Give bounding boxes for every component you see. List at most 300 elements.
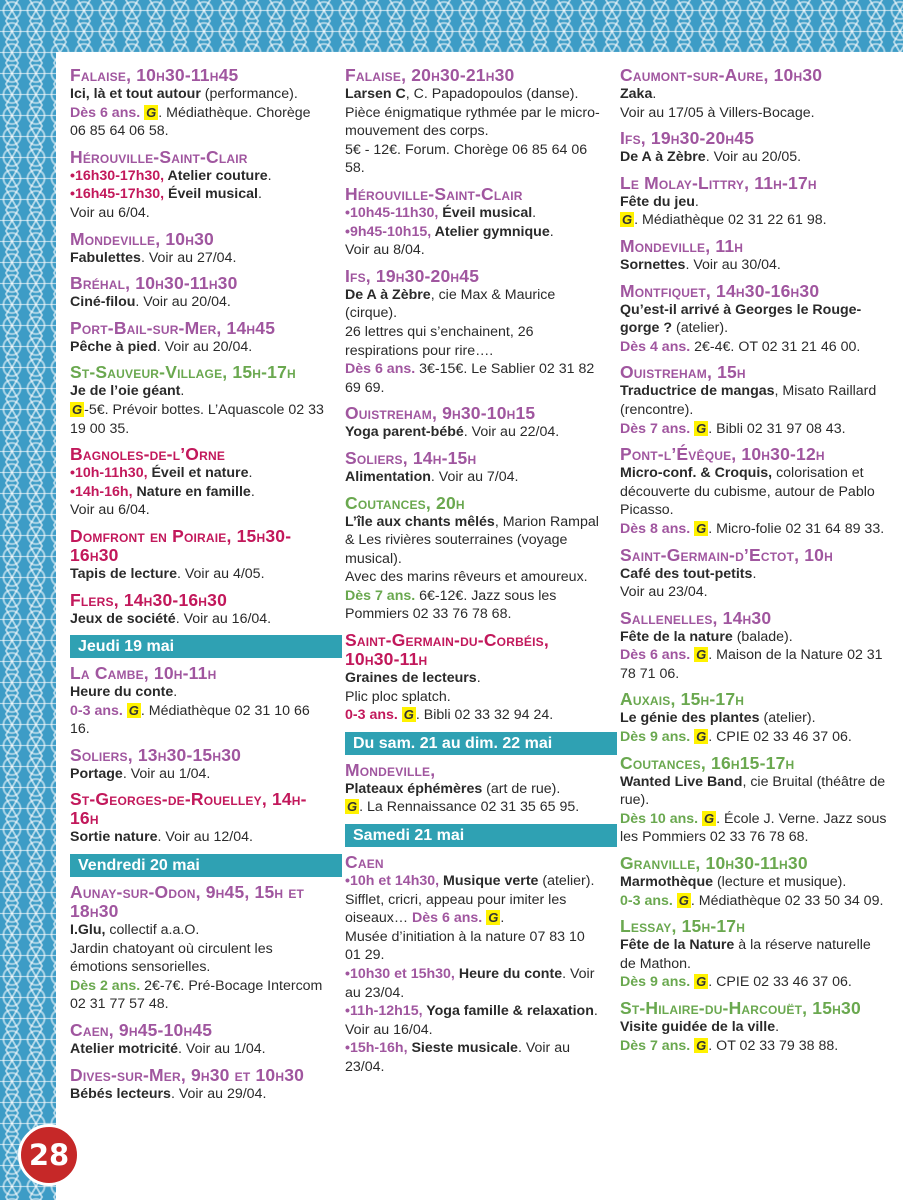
event-line xyxy=(620,773,888,810)
event-town: Mondeville, 10h30 xyxy=(70,228,214,249)
event-line xyxy=(345,204,603,223)
time-slot: •10h et 14h30, xyxy=(345,873,440,890)
event-line xyxy=(620,583,888,602)
event-detail: . Voir au 20/05. xyxy=(705,149,802,166)
event-detail: . xyxy=(173,684,178,701)
event-line xyxy=(70,610,328,629)
event-line xyxy=(620,256,888,275)
event-line xyxy=(620,211,888,230)
event-entry xyxy=(70,527,328,584)
event-detail: . Bibli 02 31 97 08 43. xyxy=(708,420,846,437)
event-title: Ciné-filou xyxy=(70,294,136,311)
event-detail: . Voir au 23/04. xyxy=(345,966,595,1001)
event-line xyxy=(345,706,603,725)
time-slot: •16h30-17h30, xyxy=(70,167,165,184)
event-entry xyxy=(620,445,888,538)
event-line xyxy=(620,301,888,338)
event-title: Ici, là et tout autour xyxy=(70,86,201,102)
event-title: Éveil et nature xyxy=(147,465,249,482)
event-town: Hérouville-Saint-Clair xyxy=(345,183,523,204)
event-town: Bréhal, 10h30-11h30 xyxy=(70,273,238,294)
event-detail: . Médiathèque 02 31 10 66 16. xyxy=(70,702,310,738)
event-entry xyxy=(620,754,888,847)
event-detail: , cie Max & Maurice (cirque). xyxy=(345,286,556,322)
event-title: Nature en famille xyxy=(132,483,251,500)
event-detail: , Marion Rampal & Les rivières souterraines (voyage musical). xyxy=(345,513,599,567)
event-line xyxy=(620,892,888,911)
event-title: Tapis de lecture xyxy=(70,565,177,582)
event-detail: collectif a.a.O. xyxy=(105,922,200,939)
event-town: Pont-l’Évêque, 10h30-12h xyxy=(620,444,825,465)
event-title: Heure du conte xyxy=(70,684,174,701)
event-detail: 2€-4€. OT 02 31 21 46 00. xyxy=(690,338,861,355)
event-entry xyxy=(70,66,328,141)
event-town: Port-Bail-sur-Mer, 14h45 xyxy=(70,317,276,338)
event-line xyxy=(70,501,328,520)
free-badge: G xyxy=(704,810,715,826)
time-slot: •14h-16h, xyxy=(70,483,133,500)
event-town: Ifs, 19h30-20h45 xyxy=(345,265,480,286)
event-detail: (atelier). xyxy=(759,710,816,727)
event-line xyxy=(345,688,603,707)
event-entry xyxy=(70,445,328,520)
event-detail: . OT 02 33 79 38 88. xyxy=(708,1037,839,1054)
event-title: Le génie des plantes xyxy=(620,710,760,727)
free-badge: G xyxy=(146,104,157,120)
event-detail: (balade). xyxy=(732,628,793,645)
event-entry xyxy=(620,282,888,357)
time-slot: •15h-16h, xyxy=(345,1040,408,1057)
event-town: Soliers, 14h-15h xyxy=(345,447,477,468)
event-detail: . xyxy=(652,86,657,102)
time-slot: •16h45-17h30, xyxy=(70,186,165,203)
event-detail: Jardin chatoyant où circulent les émotions sensorielles. xyxy=(70,940,273,976)
event-detail: . xyxy=(250,483,255,500)
event-town: St-Georges-de-Rouelley, 14h-16h xyxy=(70,789,307,829)
event-detail: . Voir au 16/04. xyxy=(175,610,272,627)
event-title: Atelier motricité xyxy=(70,1041,179,1058)
age-label: Dès 9 ans. xyxy=(620,729,691,746)
event-line xyxy=(70,702,328,739)
event-detail: . Voir au 29/04. xyxy=(170,1085,267,1102)
event-town: Bagnoles-de-l’Orne xyxy=(70,444,226,465)
age-label: 0-3 ans. xyxy=(345,707,398,724)
event-detail: . Voir au 1/04. xyxy=(178,1041,266,1058)
time-slot: •11h-12h15, xyxy=(345,1003,423,1020)
event-line xyxy=(70,204,328,223)
event-detail: . xyxy=(248,465,253,482)
event-entry xyxy=(70,1021,328,1059)
event-town: Saint-Germain-d’Ectot, 10h xyxy=(620,544,833,565)
free-badge: G xyxy=(128,702,139,718)
event-entry xyxy=(620,174,888,230)
event-detail: (performance). xyxy=(200,86,298,102)
event-entry xyxy=(70,664,328,739)
time-slot: •10h45-11h30, xyxy=(345,204,439,221)
event-entry xyxy=(620,999,888,1055)
event-line xyxy=(70,1040,328,1059)
event-town: Ouistreham, 15h xyxy=(620,362,746,383)
event-title: Portage xyxy=(70,765,123,782)
event-title: Café des tout-petits xyxy=(620,565,753,582)
event-title: Yoga parent-bébé xyxy=(345,424,464,441)
event-detail: . Voir au 16/04. xyxy=(345,1003,598,1038)
event-detail: . Médiathèque 02 33 50 34 09. xyxy=(690,892,884,909)
event-detail: Voir au 8/04. xyxy=(345,242,425,259)
date-banner: Samedi 21 mai xyxy=(345,824,617,847)
event-detail: 6€-12€. Jazz sous les Pommiers 02 33 76 78 68. xyxy=(345,587,557,623)
event-line xyxy=(70,683,328,702)
event-title: Graines de lecteurs xyxy=(345,670,477,687)
age-label: Dès 4 ans. xyxy=(620,338,691,355)
event-title: Yoga famille & relaxation xyxy=(422,1003,594,1020)
event-line xyxy=(620,709,888,728)
event-town: Montfiquet, 14h30-16h30 xyxy=(620,280,820,301)
event-line xyxy=(345,872,603,928)
agenda-page xyxy=(56,52,903,1200)
event-entry xyxy=(345,853,603,1077)
event-town: Caumont-sur-Aure, 10h30 xyxy=(620,65,823,85)
event-line xyxy=(345,241,603,260)
event-detail: . xyxy=(180,383,185,400)
event-line xyxy=(345,780,603,799)
age-label: Dès 10 ans. xyxy=(620,810,699,827)
event-line xyxy=(620,338,888,357)
event-line xyxy=(70,185,328,204)
column-3 xyxy=(620,66,888,1062)
event-entry xyxy=(70,363,328,438)
event-line xyxy=(345,323,603,360)
event-town: Flers, 14h30-16h30 xyxy=(70,589,228,610)
age-label: Dès 6 ans. xyxy=(412,910,483,927)
event-town: Auxais, 15h-17h xyxy=(620,689,745,710)
event-line xyxy=(70,104,328,141)
date-banner: Du sam. 21 au dim. 22 mai xyxy=(345,732,617,755)
event-line xyxy=(620,646,888,683)
event-title: Fête de la nature xyxy=(620,628,733,645)
event-line xyxy=(620,973,888,992)
event-line xyxy=(345,360,603,397)
event-line xyxy=(345,928,603,965)
event-line xyxy=(345,1039,603,1076)
event-line xyxy=(620,104,888,123)
event-town: Falaise, 10h30-11h45 xyxy=(70,65,239,85)
event-detail: . xyxy=(752,565,757,582)
event-detail: 26 lettres qui s’enchainent, 26 respirations pour rire…. xyxy=(345,323,534,359)
event-detail: (lecture et musique). xyxy=(713,874,847,891)
event-detail: . École J. Verne. Jazz sous les Pommiers 02 33 76 78 68. xyxy=(620,810,887,846)
event-detail: . Voir au 22/04. xyxy=(463,424,560,441)
event-line xyxy=(620,193,888,212)
event-detail: . xyxy=(500,910,505,927)
event-entry xyxy=(345,449,603,487)
event-detail: . Médiathèque. Chorège 06 85 64 06 58. xyxy=(70,104,311,140)
event-line xyxy=(70,464,328,483)
event-entry xyxy=(70,274,328,312)
event-town: Falaise, 20h30-21h30 xyxy=(345,65,515,85)
event-detail: , Misato Raillard (rencontre). xyxy=(620,383,877,418)
page-number-badge: 28 xyxy=(18,1124,80,1186)
event-line xyxy=(345,568,603,587)
age-label: Dès 6 ans. xyxy=(70,104,141,121)
free-badge: G xyxy=(72,401,83,417)
free-badge: G xyxy=(696,974,707,990)
event-detail: . Bibli 02 33 32 94 24. xyxy=(415,707,554,724)
event-entry xyxy=(70,1066,328,1104)
event-line xyxy=(620,1018,888,1037)
age-label: Dès 8 ans. xyxy=(620,520,691,537)
event-detail: Pièce énigmatique rythmée par le micro-mouvement des corps. xyxy=(345,104,600,140)
event-detail: . CPIE 02 33 46 37 06. xyxy=(708,729,852,746)
event-title: I.Glu, xyxy=(70,922,106,939)
event-entry xyxy=(345,631,603,725)
event-detail: , cie Bruital (théâtre de rue). xyxy=(620,773,886,809)
time-slot: •9h45-10h15, xyxy=(345,223,432,240)
event-line xyxy=(620,420,888,439)
event-detail: . xyxy=(267,167,272,184)
event-line xyxy=(70,565,328,584)
event-town: Soliers, 13h30-15h30 xyxy=(70,744,242,765)
event-title: Sortie nature xyxy=(70,829,158,846)
event-detail: . xyxy=(775,1019,780,1035)
event-line xyxy=(345,587,603,624)
event-entry xyxy=(345,66,603,178)
date-banner: Vendredi 20 mai xyxy=(70,854,342,877)
event-line xyxy=(620,85,888,104)
event-line xyxy=(70,977,328,1014)
event-line xyxy=(620,628,888,647)
event-town: St-Hilaire-du-Harcouët, 15h30 xyxy=(620,998,861,1018)
event-detail: (atelier). xyxy=(672,320,729,337)
event-town: La Cambe, 10h-11h xyxy=(70,663,217,684)
event-line xyxy=(345,223,603,242)
event-detail: . Voir au 7/04. xyxy=(430,468,519,485)
event-detail: . CPIE 02 33 46 37 06. xyxy=(708,974,852,991)
event-title: Éveil musical xyxy=(438,204,533,221)
event-detail: . Maison de la Nature 02 31 78 71 06. xyxy=(620,647,883,682)
event-detail: (art de rue). xyxy=(482,780,561,797)
age-label: 0-3 ans. xyxy=(70,702,123,719)
age-label: 0-3 ans. xyxy=(620,892,673,909)
event-line xyxy=(345,104,603,141)
age-label: Dès 7 ans. xyxy=(345,587,416,604)
event-line xyxy=(70,1085,328,1104)
event-title: Musique verte xyxy=(439,873,539,890)
event-detail: Voir au 17/05 à Villers-Bocage. xyxy=(620,104,815,121)
event-line xyxy=(345,965,603,1002)
event-line xyxy=(620,728,888,747)
event-detail: . xyxy=(476,670,481,687)
event-detail: Musée d’initiation à la nature 07 83 10 01 29. xyxy=(345,928,585,964)
event-title: Fête de la Nature xyxy=(620,937,735,954)
event-detail: . Voir au 12/04. xyxy=(157,829,253,846)
event-line xyxy=(70,293,328,312)
event-entry xyxy=(620,237,888,275)
event-town: Ouistreham, 9h30-10h15 xyxy=(345,403,536,424)
event-town: Dives-sur-Mer, 9h30 et 10h30 xyxy=(70,1064,305,1085)
event-town: Le Molay-Littry, 11h-17h xyxy=(620,172,817,193)
event-title: Sieste musicale xyxy=(407,1040,518,1057)
event-detail: Avec des marins rêveurs et amoureux. xyxy=(345,569,588,586)
event-detail: . Voir au 20/04. xyxy=(135,294,231,311)
event-town: Caen, 9h45-10h45 xyxy=(70,1020,213,1041)
event-title: Atelier gymnique xyxy=(431,223,550,240)
event-detail: . xyxy=(694,193,699,210)
event-detail: colorisation et découverte du cubisme, autour de Pablo Picasso. xyxy=(620,465,875,519)
event-title: Fête du jeu xyxy=(620,193,695,210)
event-title: Bébés lecteurs xyxy=(70,1085,171,1102)
event-line xyxy=(620,1037,888,1056)
event-entry xyxy=(620,854,888,910)
event-line xyxy=(620,936,888,973)
event-entry xyxy=(70,148,328,223)
event-line xyxy=(345,286,603,323)
event-entry xyxy=(345,494,603,625)
time-slot: •10h30 et 15h30, xyxy=(345,966,455,982)
free-badge: G xyxy=(403,707,414,723)
event-detail: . Voir au 20/04. xyxy=(156,338,253,355)
free-badge: G xyxy=(622,212,633,228)
event-line xyxy=(345,798,603,817)
event-title: Je de l’oie géant xyxy=(70,383,181,400)
event-detail: Voir au 6/04. xyxy=(70,502,150,519)
event-detail: 5€ - 12€. Forum. Chorège 06 85 64 06 58. xyxy=(345,141,588,177)
age-label: Dès 7 ans. xyxy=(620,1037,691,1054)
event-title: De A à Zèbre xyxy=(620,149,706,166)
event-detail: . xyxy=(532,204,537,221)
event-title: Fabulettes xyxy=(70,249,141,266)
event-entry xyxy=(620,546,888,602)
event-entry xyxy=(70,230,328,268)
free-badge: G xyxy=(696,647,707,663)
event-line xyxy=(70,765,328,784)
event-line xyxy=(70,167,328,186)
event-line xyxy=(620,565,888,584)
event-detail: Voir au 23/04. xyxy=(620,584,708,601)
event-title: Qu’est-il arrivé à Georges le Rouge-gorge ? xyxy=(620,301,862,337)
event-title: Alimentation xyxy=(345,468,431,485)
free-badge: G xyxy=(696,420,707,436)
event-title: Pêche à pied xyxy=(70,338,157,355)
event-detail: . Voir au 1/04. xyxy=(122,765,211,782)
free-badge: G xyxy=(347,799,358,815)
event-town: Coutances, 20h xyxy=(345,492,465,513)
time-slot: •10h-11h30, xyxy=(70,465,148,482)
event-title: Micro-conf. & Croquis, xyxy=(620,465,773,482)
event-town: Mondeville, 11h xyxy=(620,235,744,256)
event-detail: à la réserve naturelle de Mathon. xyxy=(620,937,871,972)
event-entry xyxy=(620,917,888,992)
event-detail: . Médiathèque 02 31 22 61 98. xyxy=(634,212,827,229)
event-line xyxy=(345,669,603,688)
event-title: Sornettes xyxy=(620,256,686,273)
event-detail: . Voir au 4/05. xyxy=(176,565,265,582)
event-line xyxy=(345,423,603,442)
column-2 xyxy=(345,66,603,1084)
event-town: Saint-Germain-du-Corbéis, 10h30-11h xyxy=(345,630,549,670)
event-line xyxy=(70,483,328,502)
event-line xyxy=(345,141,603,178)
event-town: Domfront en Poiraie, 15h30-16h30 xyxy=(70,525,292,565)
event-title: Visite guidée de la ville xyxy=(620,1019,776,1035)
event-detail: . Voir au 23/04. xyxy=(345,1040,571,1075)
event-line xyxy=(70,382,328,401)
event-detail: . xyxy=(257,186,262,203)
event-entry xyxy=(70,790,328,847)
event-town: Mondeville, xyxy=(345,759,436,780)
date-banner: Jeudi 19 mai xyxy=(70,635,342,658)
event-detail: . La Rennaissance 02 31 35 65 95. xyxy=(359,799,580,816)
event-town: Hérouville-Saint-Clair xyxy=(70,146,248,167)
event-line xyxy=(620,382,888,419)
age-label: Dès 2 ans. xyxy=(70,977,141,994)
event-entry xyxy=(70,883,328,1014)
event-detail: . Voir au 30/04. xyxy=(685,256,781,273)
event-title: L’île aux chants mêlés xyxy=(345,513,495,530)
event-detail: , C. Papadopoulos (danse). xyxy=(405,86,579,102)
event-entry xyxy=(620,690,888,746)
event-line xyxy=(620,810,888,847)
event-line xyxy=(345,85,603,104)
event-title: Atelier couture xyxy=(164,167,268,184)
event-entry xyxy=(620,129,888,167)
event-detail: (atelier). Sifflet, cricri, appeau pour imiter les oiseaux… xyxy=(345,873,595,927)
free-badge: G xyxy=(696,729,707,745)
event-town: Ifs, 19h30-20h45 xyxy=(620,128,755,149)
event-line xyxy=(345,468,603,487)
free-badge: G xyxy=(488,910,499,926)
event-detail: Plic ploc splatch. xyxy=(345,688,451,705)
event-line xyxy=(620,520,888,539)
age-label: Dès 6 ans. xyxy=(345,361,416,378)
event-town: Aunay-sur-Odon, 9h45, 15h et 18h30 xyxy=(70,882,305,922)
event-line xyxy=(70,249,328,268)
event-detail: . Micro-folie 02 31 64 89 33. xyxy=(708,520,885,537)
event-line xyxy=(70,940,328,977)
event-entry xyxy=(620,66,888,122)
event-detail: Voir au 6/04. xyxy=(70,204,150,221)
event-line xyxy=(70,828,328,847)
event-town: Granville, 10h30-11h30 xyxy=(620,853,808,874)
event-line xyxy=(70,401,328,438)
age-label: Dès 9 ans. xyxy=(620,974,691,991)
event-town: St-Sauveur-Village, 15h-17h xyxy=(70,362,296,383)
event-line xyxy=(345,513,603,569)
event-entry xyxy=(345,267,603,398)
event-title: Éveil musical xyxy=(164,186,258,203)
event-detail: . Voir au 27/04. xyxy=(140,249,237,266)
event-entry xyxy=(70,746,328,784)
event-line xyxy=(70,85,328,104)
event-title: Zaka xyxy=(620,86,653,102)
event-detail: 2€-7€. Pré-Bocage Intercom 02 31 77 57 48. xyxy=(70,977,323,1013)
event-town: Caen xyxy=(345,852,384,873)
event-line xyxy=(345,1002,603,1039)
event-line xyxy=(70,921,328,940)
free-badge: G xyxy=(696,520,707,536)
event-entry xyxy=(345,185,603,260)
event-line xyxy=(620,464,888,520)
event-detail: -5€. Prévoir bottes. L’Aquascole 02 33 19 00 35. xyxy=(70,401,324,437)
event-title: Wanted Live Band xyxy=(620,773,743,790)
event-title: De A à Zèbre xyxy=(345,286,431,303)
event-entry xyxy=(620,363,888,438)
event-line xyxy=(620,873,888,892)
event-title: Larsen C xyxy=(345,86,406,102)
event-title: Plateaux éphémères xyxy=(345,780,483,797)
free-badge: G xyxy=(678,892,689,908)
event-entry xyxy=(620,609,888,684)
